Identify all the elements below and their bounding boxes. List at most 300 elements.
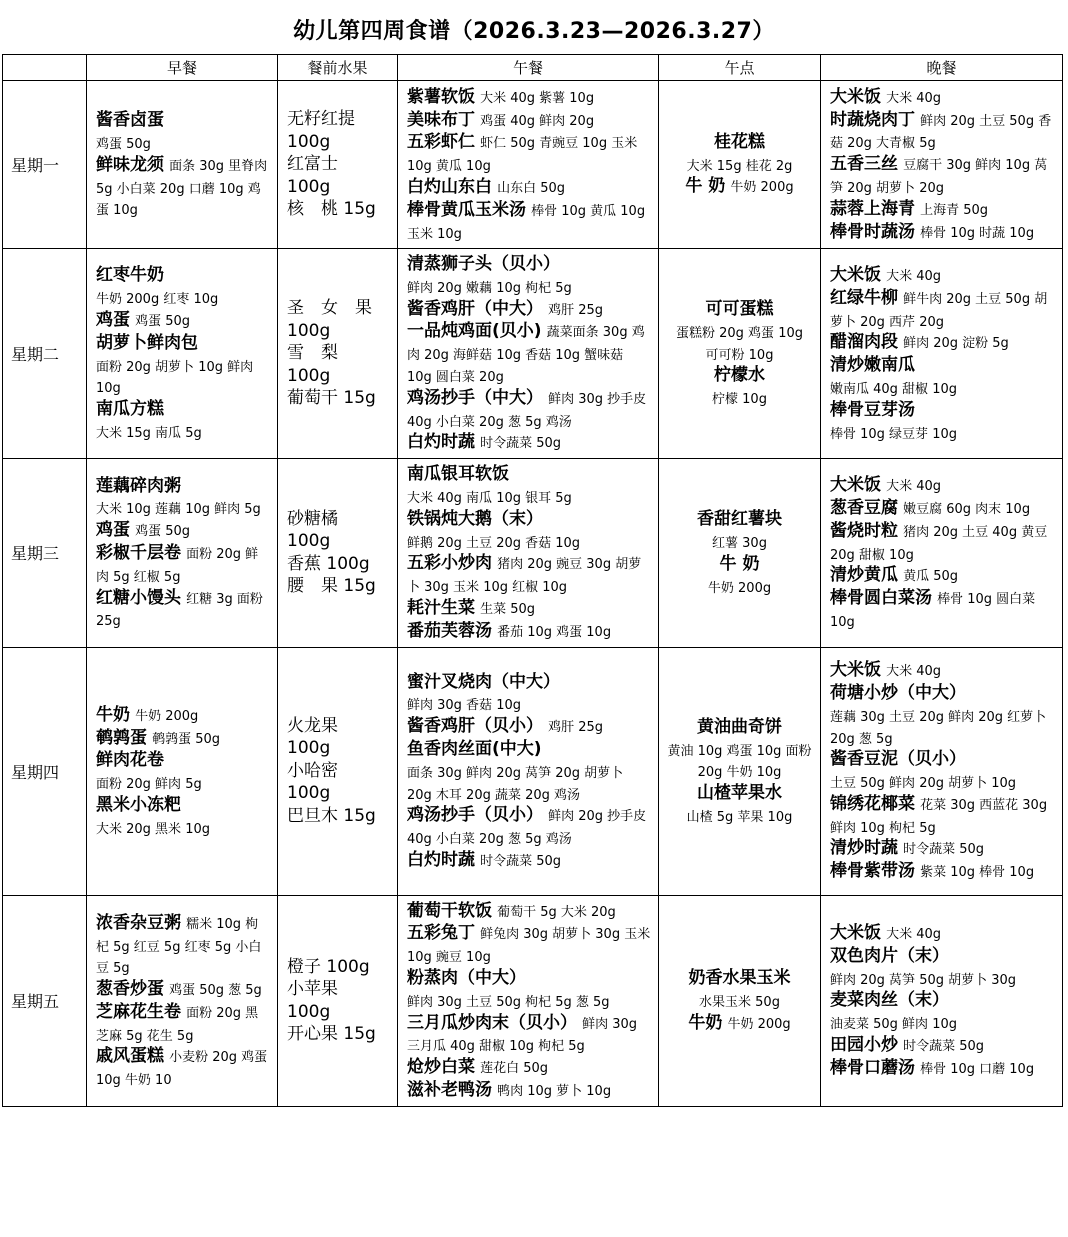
breakfast-item xyxy=(96,772,271,794)
breakfast-item xyxy=(96,978,271,1001)
dinner-item xyxy=(830,771,1056,793)
lunch-item xyxy=(407,199,652,244)
ingredients: 棒骨 10g 圆白菜 10g xyxy=(830,592,1036,631)
ingredients: 牛奶 200g xyxy=(707,580,772,596)
dish-name: 黄油曲奇饼 xyxy=(697,716,782,737)
ingredients: 豆腐干 30g 鲜肉 10g 莴笋 20g 胡萝卜 20g xyxy=(830,158,1048,196)
lunch-item xyxy=(407,620,652,643)
dinner-item xyxy=(830,198,1056,221)
breakfast-item xyxy=(96,1045,271,1090)
dish-name: 桂花糕 xyxy=(714,131,765,152)
day-label: 星期三 xyxy=(3,459,87,647)
breakfast-item xyxy=(96,912,271,978)
ingredients: 大米 20g 黑米 10g xyxy=(96,821,210,837)
ingredients: 鲜鹅 20g 土豆 20g 香菇 10g xyxy=(407,535,581,551)
header-corner xyxy=(3,55,87,81)
dish-name: 胡萝卜鲜肉包 xyxy=(96,332,198,353)
ingredients: 鲜牛肉 20g 土豆 50g 胡萝卜 20g 西芹 20g xyxy=(830,291,1048,330)
breakfast-item xyxy=(96,519,271,542)
snack-item xyxy=(663,576,816,598)
ingredients: 大米 40g xyxy=(886,926,942,942)
ingredients: 鲜肉 20g 淀粉 5g xyxy=(903,336,1009,352)
breakfast-item xyxy=(96,794,271,817)
dinner-cell xyxy=(821,459,1063,647)
dish-name: 时蔬烧肉丁 xyxy=(830,109,915,130)
dish-name: 酱香鸡肝（贝小） xyxy=(407,716,543,737)
snack-item xyxy=(663,782,816,805)
dinner-item xyxy=(830,422,1056,444)
lunch-item xyxy=(407,320,652,386)
dinner-item xyxy=(830,399,1056,422)
lunch-item xyxy=(407,1056,652,1079)
ingredients: 鸡蛋 50g 葱 5g xyxy=(169,982,262,998)
dish-name: 黑米小冻粑 xyxy=(96,794,181,815)
snack-item xyxy=(663,739,816,782)
dish-name: 美味布丁 xyxy=(407,109,475,130)
snack-item xyxy=(663,716,816,739)
ingredients: 紫菜 10g 棒骨 10g xyxy=(920,865,1035,881)
dish-name: 棒骨紫带汤 xyxy=(830,861,915,882)
lunch-item xyxy=(407,900,652,923)
ingredients: 鲜肉 30g 土豆 50g 枸杞 5g 葱 5g xyxy=(407,994,610,1010)
dish-name: 粉蒸肉（中大） xyxy=(407,968,526,988)
lunch-item xyxy=(407,508,652,531)
dish-name: 大米饭 xyxy=(830,922,881,943)
dinner-item xyxy=(830,587,1056,632)
snack-item xyxy=(663,990,816,1012)
fruit-line: 100g xyxy=(287,176,331,197)
breakfast-item xyxy=(96,264,271,287)
dish-name: 葱香炒蛋 xyxy=(96,978,164,999)
breakfast-item xyxy=(96,132,271,154)
dish-name: 柠檬水 xyxy=(714,365,765,386)
dish-name: 红枣牛奶 xyxy=(96,265,164,286)
dish-name: 鸡汤抄手（中大） xyxy=(407,387,543,408)
day-label: 星期四 xyxy=(3,647,87,895)
dinner-item xyxy=(830,354,1056,377)
snack-cell xyxy=(659,647,821,895)
day-row xyxy=(3,459,1063,647)
lunch-item xyxy=(407,552,652,597)
lunch-item xyxy=(407,276,652,298)
breakfast-cell xyxy=(87,81,278,249)
ingredients: 虾仁 50g 青豌豆 10g 玉米 10g 黄瓜 10g xyxy=(407,136,638,175)
breakfast-item xyxy=(96,542,271,587)
dish-name: 浓香杂豆粥 xyxy=(96,912,181,933)
ingredients: 鲜肉 20g 嫩藕 10g 枸杞 5g xyxy=(407,280,572,296)
dish-name: 酱香豆泥（贝小） xyxy=(830,749,966,770)
ingredients: 番茄 10g 鸡蛋 10g xyxy=(497,624,612,640)
fruit-line: 圣 女 果 xyxy=(287,298,372,319)
ingredients: 鲜肉 20g 莴笋 50g 胡萝卜 30g xyxy=(830,972,1017,988)
dinner-item xyxy=(830,748,1056,771)
dish-name: 芝麻花生卷 xyxy=(96,1001,181,1022)
ingredients: 油麦菜 50g 鲜肉 10g xyxy=(830,1017,957,1033)
lunch-item xyxy=(407,693,652,715)
ingredients: 面条 30g 鲜肉 20g 莴笋 20g 胡萝卜 20g 木耳 20g 蔬菜 20g 鸡汤 xyxy=(407,765,624,803)
ingredients: 鹌鹑蛋 50g xyxy=(152,731,221,747)
snack-cell xyxy=(659,459,821,647)
fruit-line: 100g xyxy=(287,783,331,804)
dish-name: 炝炒白菜 xyxy=(407,1057,475,1078)
dish-name: 醋溜肉段 xyxy=(830,332,898,353)
dinner-item xyxy=(830,659,1056,682)
ingredients: 上海青 50g xyxy=(920,202,989,218)
snack-cell xyxy=(659,895,821,1106)
fruit-cell xyxy=(278,895,398,1106)
dinner-cell xyxy=(821,81,1063,249)
fruit-line: 核 桃 15g xyxy=(287,199,376,220)
ingredients: 鲜肉 20g 土豆 50g 香菇 20g 大青椒 5g xyxy=(830,113,1052,152)
day-label: 星期二 xyxy=(3,249,87,459)
ingredients: 葡萄干 5g 大米 20g xyxy=(497,904,616,920)
breakfast-cell xyxy=(87,459,278,647)
breakfast-item xyxy=(96,109,271,132)
snack-cell xyxy=(659,249,821,459)
dish-name: 鲜味龙须 xyxy=(96,154,164,175)
dish-name: 五彩小炒肉 xyxy=(407,553,492,574)
ingredients: 牛奶 200g xyxy=(730,180,794,196)
fruit-line: 100g xyxy=(287,1001,331,1022)
dish-name: 白灼时蔬 xyxy=(407,432,475,453)
ingredients: 牛奶 200g xyxy=(135,708,199,724)
fruit-line: 100g xyxy=(287,320,331,341)
dish-name: 酱烧时粒 xyxy=(830,520,898,541)
fruit-cell xyxy=(278,647,398,895)
ingredients: 鸡蛋 50g xyxy=(135,524,191,540)
lunch-item xyxy=(407,804,652,849)
ingredients: 大米 40g xyxy=(886,268,942,284)
dish-name: 五彩虾仁 xyxy=(407,132,475,153)
dish-name: 铁锅炖大鹅（末） xyxy=(407,508,543,529)
dinner-item xyxy=(830,1057,1056,1080)
dish-name: 清蒸狮子头（贝小） xyxy=(407,254,560,274)
dinner-item xyxy=(830,989,1056,1012)
snack-item xyxy=(663,154,816,176)
dish-name: 戚风蛋糕 xyxy=(96,1046,164,1067)
dinner-item xyxy=(830,520,1056,565)
dish-name: 白灼山东白 xyxy=(407,176,492,197)
fruit-line: 葡萄干 15g xyxy=(287,388,376,409)
ingredients: 小麦粉 20g 鸡蛋 10g 牛奶 10 xyxy=(96,1050,268,1089)
ingredients: 生菜 50g xyxy=(480,601,536,617)
lunch-item xyxy=(407,109,652,132)
dinner-item xyxy=(830,153,1056,198)
dinner-item xyxy=(830,497,1056,520)
dish-name: 鸡汤抄手（贝小） xyxy=(407,805,543,826)
lunch-item xyxy=(407,431,652,454)
ingredients: 棒骨 10g 口蘑 10g xyxy=(920,1061,1035,1077)
fruit-line: 100g xyxy=(287,131,331,152)
fruit-line: 开心果 15g xyxy=(287,1024,376,1045)
ingredients: 棒骨 10g 时蔬 10g xyxy=(920,225,1035,241)
ingredients: 嫩豆腐 60g 肉末 10g xyxy=(903,501,1031,517)
dinner-cell xyxy=(821,249,1063,459)
dish-name: 棒骨口蘑汤 xyxy=(830,1057,915,1078)
snack-item xyxy=(663,343,816,365)
snack-item xyxy=(663,364,816,387)
dish-name: 清炒时蔬 xyxy=(830,838,898,859)
snack-item xyxy=(663,1012,816,1035)
lunch-item xyxy=(407,1079,652,1102)
ingredients: 大米 40g xyxy=(886,90,942,106)
ingredients: 牛奶 200g 红枣 10g xyxy=(96,292,219,308)
dinner-item xyxy=(830,331,1056,354)
snack-item xyxy=(663,967,816,990)
lunch-cell xyxy=(398,81,659,249)
dish-name: 蜜汁叉烧肉（中大） xyxy=(407,671,560,692)
dish-name: 棒骨时蔬汤 xyxy=(830,221,915,242)
dish-name: 白灼时蔬 xyxy=(407,849,475,870)
dish-name: 麦菜肉丝（末） xyxy=(830,990,949,1011)
breakfast-item xyxy=(96,332,271,355)
ingredients: 大米 15g 南瓜 5g xyxy=(96,426,202,441)
fruit-cell xyxy=(278,249,398,459)
fruit-line: 巴旦木 15g xyxy=(287,805,376,826)
dish-name: 葡萄干软饭 xyxy=(407,900,492,921)
dish-name: 牛奶 xyxy=(96,704,130,725)
dish-name: 酱香鸡肝（中大） xyxy=(407,298,543,319)
dish-name: 鹌鹑蛋 xyxy=(96,727,147,748)
dish-name: 番茄芙蓉汤 xyxy=(407,620,492,641)
lunch-item xyxy=(407,131,652,176)
snack-item xyxy=(663,298,816,321)
lunch-item xyxy=(407,463,652,486)
fruit-line: 100g xyxy=(287,738,331,759)
ingredients: 面条 30g 里脊肉 5g 小白菜 20g 口蘑 10g 鸡蛋 10g xyxy=(96,158,268,219)
ingredients: 大米 40g xyxy=(886,664,942,680)
snack-item xyxy=(663,175,816,198)
breakfast-item xyxy=(96,398,271,421)
ingredients: 鸡蛋 40g 鲜肉 20g xyxy=(480,113,595,129)
ingredients: 时令蔬菜 50g xyxy=(903,842,985,858)
dish-name: 大米饭 xyxy=(830,264,881,285)
ingredients: 鲜肉 20g 抄手皮 40g 小白菜 20g 葱 5g 鸡汤 xyxy=(407,809,647,848)
dish-name: 棒骨豆芽汤 xyxy=(830,399,915,420)
dinner-item xyxy=(830,377,1056,399)
dish-name: 红绿牛柳 xyxy=(830,287,898,308)
lunch-item xyxy=(407,486,652,508)
dish-name: 紫薯软饭 xyxy=(407,86,475,107)
dish-name: 彩椒千层卷 xyxy=(96,543,181,563)
breakfast-item xyxy=(96,421,271,443)
dish-name: 南瓜银耳软饭 xyxy=(407,464,509,485)
fruit-line: 小哈密 xyxy=(287,760,338,781)
ingredients: 大米 15g 桂花 2g xyxy=(686,158,793,174)
breakfast-item xyxy=(96,355,271,398)
dinner-item xyxy=(830,682,1056,705)
lunch-item xyxy=(407,253,652,276)
dish-name: 红糖小馒头 xyxy=(96,587,181,608)
day-row xyxy=(3,81,1063,249)
dinner-cell xyxy=(821,647,1063,895)
fruit-line: 火龙果 xyxy=(287,715,338,736)
ingredients: 蔬菜面条 30g 鸡肉 20g 海鲜菇 10g 香菇 10g 蟹味菇 10g 圆白菜 20g xyxy=(407,325,645,385)
ingredients: 鸡蛋 50g xyxy=(96,137,151,153)
breakfast-item xyxy=(96,154,271,220)
page-title: 幼儿第四周食谱（2026.3.23—2026.3.27） xyxy=(293,19,775,44)
breakfast-cell xyxy=(87,895,278,1106)
dish-name: 鸡蛋 xyxy=(96,520,130,541)
lunch-cell xyxy=(398,459,659,647)
breakfast-cell xyxy=(87,647,278,895)
lunch-cell xyxy=(398,647,659,895)
ingredients: 大米 40g 紫薯 10g xyxy=(480,90,595,106)
breakfast-item xyxy=(96,587,271,632)
ingredients: 糯米 10g 枸杞 5g 红豆 5g 红枣 5g 小白豆 5g xyxy=(96,916,262,977)
breakfast-item xyxy=(96,287,271,309)
fruit-line: 100g xyxy=(287,531,331,552)
lunch-item xyxy=(407,531,652,553)
dish-name: 三月瓜炒肉末（贝小） xyxy=(407,1012,577,1033)
header-dinner: 晚餐 xyxy=(821,55,1063,81)
ingredients: 棒骨 10g 绿豆芽 10g xyxy=(830,426,957,442)
dish-name: 大米饭 xyxy=(830,474,881,495)
header-row xyxy=(3,55,1063,81)
ingredients: 嫩南瓜 40g 甜椒 10g xyxy=(830,382,957,398)
ingredients: 时令蔬菜 50g xyxy=(480,853,562,869)
fruit-line: 雪 梨 xyxy=(287,343,338,364)
lunch-item xyxy=(407,671,652,694)
dinner-item xyxy=(830,705,1056,748)
dish-name: 一品炖鸡面(贝小) xyxy=(407,321,542,342)
dish-name: 牛 奶 xyxy=(719,553,760,574)
breakfast-item xyxy=(96,497,271,519)
ingredients: 棒骨 10g 黄瓜 10g 玉米 10g xyxy=(407,203,646,242)
snack-item xyxy=(663,805,816,827)
lunch-item xyxy=(407,176,652,199)
dinner-item xyxy=(830,221,1056,244)
lunch-item xyxy=(407,849,652,872)
ingredients: 可可粉 10g xyxy=(705,347,774,363)
fruit-line: 小苹果 xyxy=(287,979,338,1000)
ingredients: 红糖 3g 面粉 25g xyxy=(96,591,263,630)
dinner-item xyxy=(830,109,1056,154)
ingredients: 鲜肉 30g 香菇 10g xyxy=(407,698,521,714)
dinner-item xyxy=(830,1012,1056,1034)
ingredients: 牛奶 200g xyxy=(727,1016,791,1032)
day-row xyxy=(3,249,1063,459)
fruit-line: 腰 果 15g xyxy=(287,576,376,597)
ingredients: 莲藕 30g 土豆 20g 鲜肉 20g 红萝卜 20g 葱 5g xyxy=(830,709,1047,747)
dish-name: 田园小炒 xyxy=(830,1034,898,1055)
dinner-item xyxy=(830,860,1056,883)
ingredients: 鸡肝 25g xyxy=(548,302,604,318)
ingredients: 鲜肉 30g 三月瓜 40g 甜椒 10g 枸杞 5g xyxy=(407,1016,638,1055)
dinner-item xyxy=(830,564,1056,587)
ingredients: 时令蔬菜 50g xyxy=(903,1038,985,1054)
ingredients: 山东白 50g xyxy=(497,180,566,196)
header-lunch: 午餐 xyxy=(398,55,659,81)
dinner-item xyxy=(830,86,1056,109)
ingredients: 鸡肝 25g xyxy=(548,720,604,736)
breakfast-item xyxy=(96,475,271,498)
ingredients: 水果玉米 50g xyxy=(699,994,780,1010)
breakfast-item xyxy=(96,817,271,839)
ingredients: 大米 40g 南瓜 10g 银耳 5g xyxy=(407,491,572,506)
fruit-cell xyxy=(278,81,398,249)
fruit-line: 香蕉 100g xyxy=(287,553,370,574)
dish-name: 棒骨黄瓜玉米汤 xyxy=(407,199,526,220)
snack-item xyxy=(663,131,816,154)
breakfast-cell xyxy=(87,249,278,459)
breakfast-item xyxy=(96,749,271,772)
lunch-item xyxy=(407,86,652,109)
ingredients: 黄瓜 50g xyxy=(903,569,959,585)
ingredients: 大米 40g xyxy=(886,478,942,494)
breakfast-item xyxy=(96,704,271,727)
snack-item xyxy=(663,553,816,576)
dinner-item xyxy=(830,1034,1056,1057)
dish-name: 鸡蛋 xyxy=(96,310,130,330)
ingredients: 莲花白 50g xyxy=(480,1061,549,1077)
menu-table xyxy=(2,54,1063,1107)
ingredients: 面粉 20g 鲜肉 5g 红椒 5g xyxy=(96,547,259,585)
ingredients: 土豆 50g 鲜肉 20g 胡萝卜 10g xyxy=(830,776,1017,792)
lunch-item xyxy=(407,387,652,432)
ingredients: 蛋糕粉 20g 鸡蛋 10g xyxy=(676,326,803,342)
dish-name: 清炒嫩南瓜 xyxy=(830,355,915,376)
ingredients: 大米 10g 莲藕 10g 鲜肉 5g xyxy=(96,502,261,518)
fruit-line: 砂糖橘 xyxy=(287,508,338,529)
menu-body xyxy=(3,81,1063,1107)
dish-name: 山楂苹果水 xyxy=(697,782,782,803)
dish-name: 荷塘小炒（中大） xyxy=(830,682,966,703)
ingredients: 柠檬 10g xyxy=(712,392,767,408)
dish-name: 葱香豆腐 xyxy=(830,497,898,518)
dinner-item xyxy=(830,264,1056,287)
fruit-line: 红富士 xyxy=(287,154,338,175)
dinner-cell xyxy=(821,895,1063,1106)
ingredients: 鸡蛋 50g xyxy=(135,314,191,329)
dish-name: 南瓜方糕 xyxy=(96,399,164,420)
dish-name: 大米饭 xyxy=(830,86,881,107)
dish-name: 双色肉片（末） xyxy=(830,945,949,966)
lunch-cell xyxy=(398,895,659,1106)
ingredients: 面粉 20g 鲜肉 5g xyxy=(96,777,202,793)
dish-name: 牛 奶 xyxy=(685,176,726,197)
ingredients: 猪肉 20g 豌豆 30g 胡萝卜 30g 玉米 10g 红椒 10g xyxy=(407,557,642,596)
ingredients: 鲜肉 30g 抄手皮 40g 小白菜 20g 葱 5g 鸡汤 xyxy=(407,391,647,430)
ingredients: 面粉 20g 黑芝麻 5g 花生 5g xyxy=(96,1005,259,1044)
lunch-item xyxy=(407,597,652,620)
dish-name: 可可蛋糕 xyxy=(705,299,774,320)
dish-name: 五彩兔丁 xyxy=(407,923,475,944)
dish-name: 牛奶 xyxy=(688,1012,723,1033)
header-breakfast: 早餐 xyxy=(87,55,278,81)
header-fruit: 餐前水果 xyxy=(278,55,398,81)
dish-name: 蒜蓉上海青 xyxy=(830,198,915,219)
dish-name: 五香三丝 xyxy=(830,154,898,175)
dish-name: 清炒黄瓜 xyxy=(830,565,898,586)
dish-name: 滋补老鸭汤 xyxy=(407,1080,492,1100)
day-row xyxy=(3,647,1063,895)
snack-item xyxy=(663,387,816,409)
dish-name: 耗汁生菜 xyxy=(407,597,475,618)
dinner-item xyxy=(830,793,1056,838)
lunch-item xyxy=(407,738,652,761)
dish-name: 棒骨圆白菜汤 xyxy=(830,588,932,609)
dish-name: 莲藕碎肉粥 xyxy=(96,475,181,496)
ingredients: 鸭肉 10g 萝卜 10g xyxy=(497,1084,612,1099)
snack-item xyxy=(663,321,816,343)
snack-item xyxy=(663,531,816,553)
ingredients: 面粉 20g 胡萝卜 10g 鲜肉 10g xyxy=(96,359,254,397)
ingredients: 山楂 5g 苹果 10g xyxy=(686,809,793,825)
dish-name: 大米饭 xyxy=(830,660,881,681)
ingredients: 时令蔬菜 50g xyxy=(480,436,562,452)
dish-name: 鲜肉花卷 xyxy=(96,750,164,771)
